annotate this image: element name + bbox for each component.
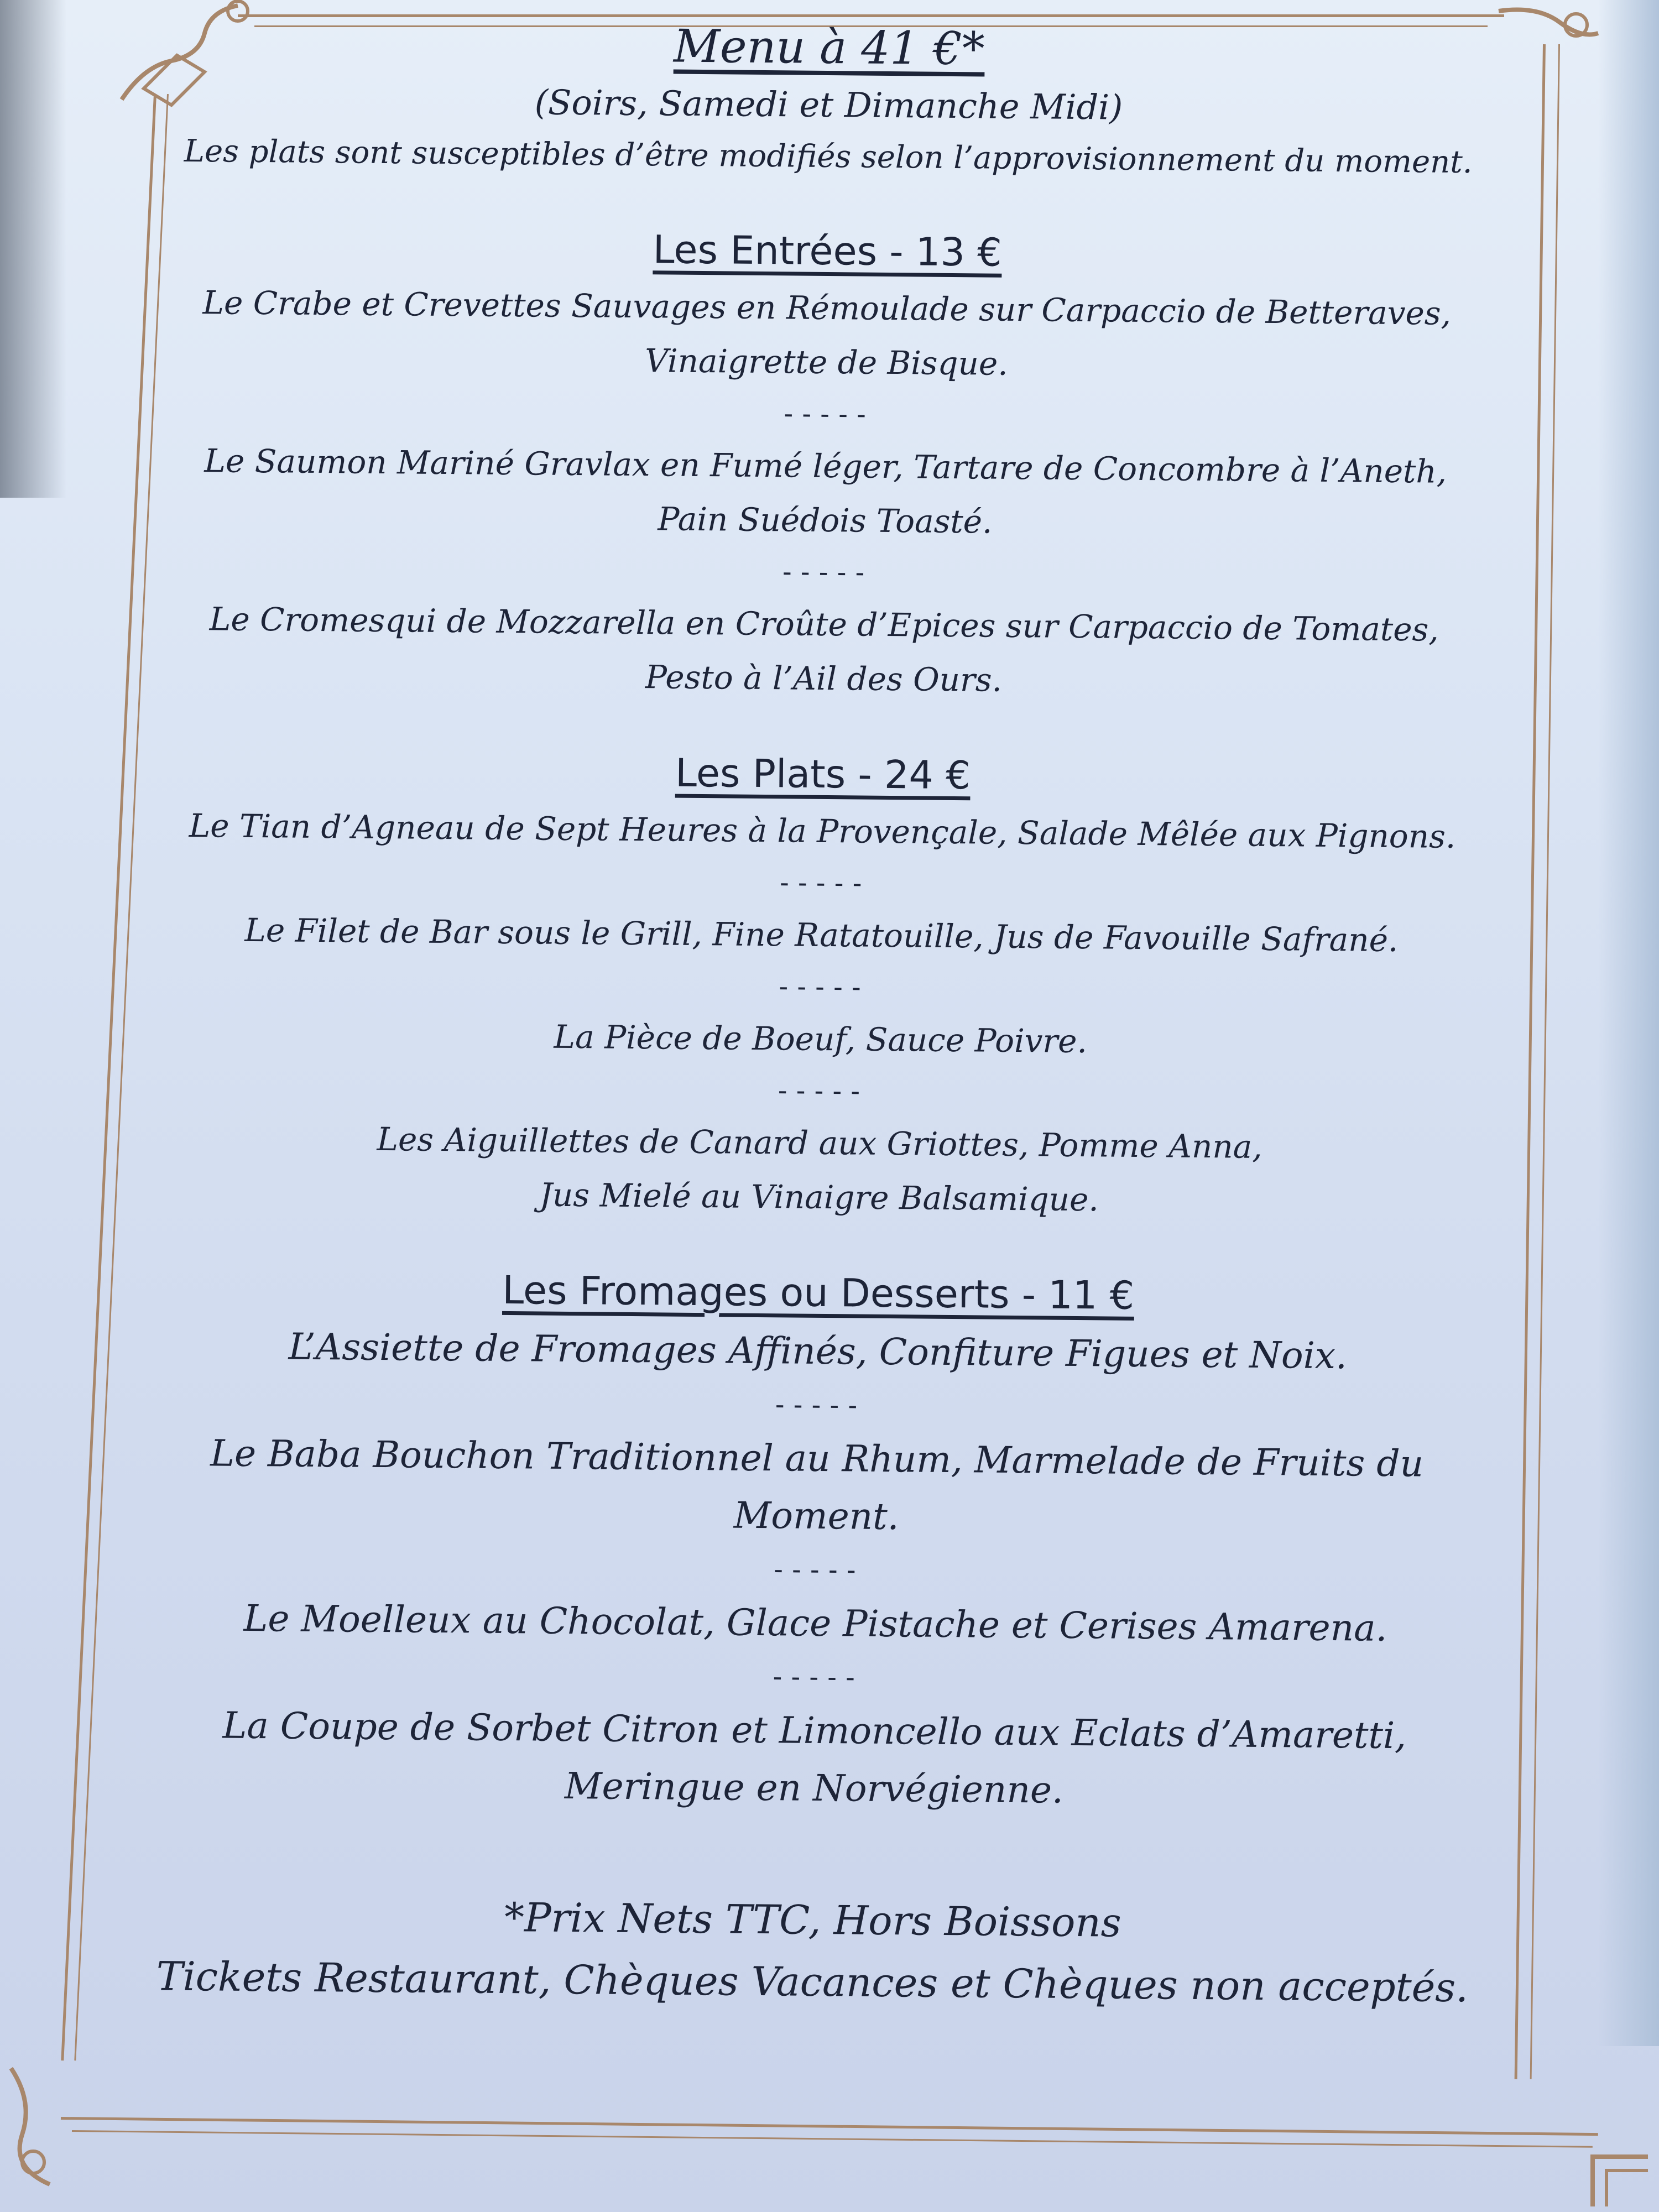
dish-line: Les Aiguillettes de Canard aux Griottes, Pomme Anna, <box>377 1120 1263 1166</box>
dish-line: Le Baba Bouchon Traditionnel au Rhum, Marmelade de Fruits du Moment. <box>210 1432 1424 1538</box>
dish-line: Le Saumon Mariné Gravlax en Fumé léger, Tartare de Concombre à l’Aneth, <box>204 442 1447 491</box>
dish-line: Vinaigrette de Bisque. <box>644 342 1009 383</box>
menu-title: Menu à 41 €* <box>673 20 985 76</box>
section-title-desserts: Les Fromages ou Desserts - 11 € <box>502 1267 1135 1318</box>
ornament-bottom-left-icon <box>0 2057 100 2190</box>
menu-content <box>125 5 1515 2151</box>
dish-separator: ----- <box>769 1661 861 1693</box>
dish-line: Le Cromesqui de Mozzarella en Croûte d’Epices sur Carpaccio de Tomates, <box>209 600 1439 649</box>
dish-separator: ----- <box>776 867 868 899</box>
price-note: *Prix Nets TTC, Hors Boissons <box>504 1894 1122 1946</box>
dish-line: Meringue en Norvégienne. <box>564 1764 1064 1812</box>
dish-line: Pain Suédois Toasté. <box>658 500 993 541</box>
frame-right-line <box>1515 44 1546 2079</box>
dish-line: La Coupe de Sorbet Citron et Limoncello aux Eclats d’Amaretti, <box>222 1704 1407 1757</box>
section-title-plats: Les Plats - 24 € <box>675 750 971 799</box>
dish-separator: ----- <box>779 556 870 588</box>
menu-footer <box>126 1883 1499 2019</box>
dish-separator: ----- <box>775 971 867 1003</box>
dish-line: Le Moelleux au Chocolat, Glace Pistache et Cerises Amarena. <box>243 1597 1387 1650</box>
ornament-bottom-right-icon <box>1582 2135 1659 2212</box>
dish-separator: ----- <box>774 1075 866 1107</box>
payment-note: Tickets Restaurant, Chèques Vacances et Chèques non acceptés. <box>156 1953 1469 2011</box>
dish-separator: ----- <box>780 398 872 430</box>
dish-separator: ----- <box>770 1554 862 1586</box>
dish-separator: ----- <box>771 1389 863 1421</box>
section-title-entrees: Les Entrées - 13 € <box>653 227 1003 275</box>
supply-note: Les plats sont susceptibles d’être modifiés selon l’approvisionnement du moment. <box>184 133 1473 181</box>
dish-line: Jus Mielé au Vinaigre Balsamique. <box>539 1176 1099 1219</box>
dish-line: Le Crabe et Crevettes Sauvages en Rémoulade sur Carpaccio de Betteraves, <box>202 284 1452 332</box>
dish-line: L’Assiette de Fromages Affinés, Confiture Figues et Noix. <box>288 1325 1348 1378</box>
frame-right-line-inner <box>1530 44 1560 2079</box>
dish-line: Le Tian d’Agneau de Sept Heures à la Provençale, Salade Mêlée aux Pignons. <box>189 806 1456 855</box>
section-entrees <box>138 215 1514 712</box>
section-desserts <box>128 1257 1505 1823</box>
dish-line: La Pièce de Boeuf, Sauce Poivre. <box>554 1018 1088 1061</box>
background-shadow <box>0 0 66 498</box>
dish-line: Le Filet de Bar sous le Grill, Fine Ratatouille, Jus de Favouille Safrané. <box>244 911 1399 959</box>
menu-subtitle: (Soirs, Samedi et Dimanche Midi) <box>534 82 1123 128</box>
section-plats <box>133 738 1509 1230</box>
background-edge <box>1598 0 1659 2046</box>
dish-line: Pesto à l’Ail des Ours. <box>645 658 1003 699</box>
